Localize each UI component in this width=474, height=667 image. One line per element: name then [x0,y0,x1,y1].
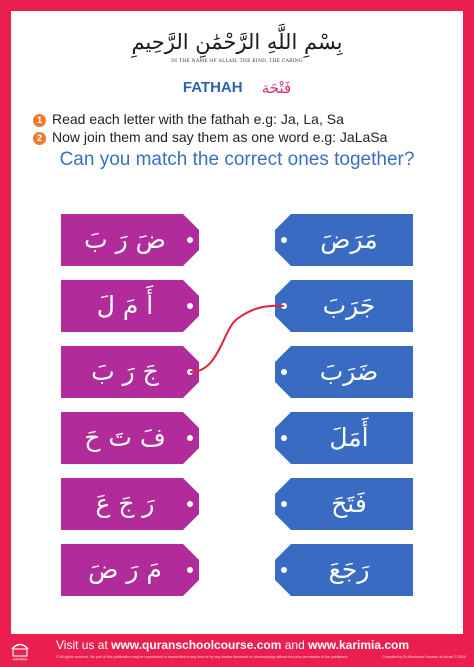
footer-rights: © All rights reserved. No part of this publication may be reproduced or transmitted in any form or by any means electronic or photocopying without the prior permission of the publishers. [56,655,349,659]
logo-text: KARIMIA [12,657,28,661]
bismillah-calligraphy: بِسْمِ اللَّهِ الرَّحْمَٰنِ الرَّحِيمِ [131,30,343,54]
left-card-word: رَ جَ عَ [95,489,155,518]
right-card-word: جَرَبَ [322,291,376,320]
visit-prefix: Visit us at [56,638,112,652]
worksheet-page [11,11,463,634]
instruction-2-text: Now join them and say them as one word e.g: JaLaSa [52,129,388,145]
karimia-logo-icon [8,637,32,661]
right-card-word: رَجَعَ [328,555,370,584]
karimia-link[interactable]: www.karimia.com [308,638,410,652]
quranschoolcourse-link[interactable]: www.quranschoolcourse.com [111,638,282,652]
right-card-word: مَرَضَ [320,225,378,254]
match-connector-line [11,11,463,634]
left-card-word: مَ رَ ضَ [88,555,162,584]
footer-visit-text [56,638,409,652]
footer [0,634,474,667]
page-title: FATHAH [182,79,243,96]
left-card-word: ضَ رَ بَ [84,225,166,254]
bismillah-translation: IN THE NAME OF ALLAH, THE KIND, THE CARING [171,59,303,64]
right-card-word: فَتَحَ [331,489,367,518]
left-card-word: فَ تَ حَ [84,423,166,452]
left-card-word: جَ رَ بَ [91,357,159,386]
right-card-word: ضَرَبَ [319,357,379,386]
left-card-word: أَ مَ لَ [96,291,154,320]
visit-and: and [281,638,309,652]
question-text: Can you match the correct ones together? [59,149,415,170]
right-card-word: أَمَلَ [329,423,369,452]
instruction-1-text: Read each letter with the fathah e.g: Ja, La, Sa [52,111,344,127]
number-badge-1: 1 [33,114,46,127]
page-title-arabic: فَتْحَة [261,78,292,97]
footer-compiled: Compiled by Dr Musharraf Hussain al-Azhari © 2016 [382,655,466,659]
number-badge-2: 2 [33,132,46,145]
